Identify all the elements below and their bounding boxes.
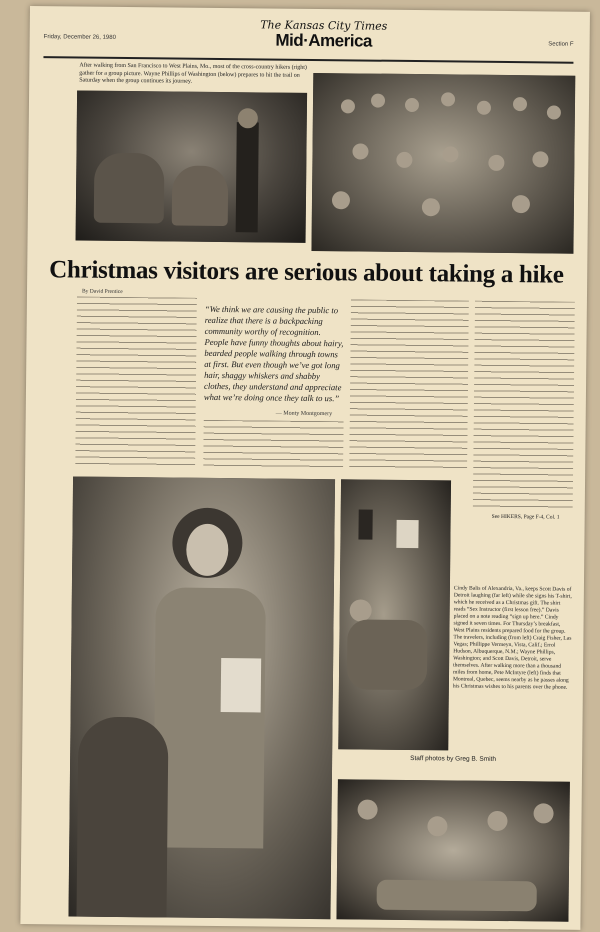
- photo-credit: Staff photos by Greg B. Smith: [410, 755, 497, 763]
- article-column-3: [349, 299, 469, 470]
- masthead: [43, 16, 573, 64]
- pull-quote: “We think we are causing the public to realize that there is a backpacking community worthy of recognition. People have funny thoughts about hairy, bearded people walking through towns at first. But even though we’ve got long hair, shaggy whiskers and shabby clothes, they understand and appreciate what we’re doing once they talk to us.”: [203, 303, 344, 404]
- article-column-2: [203, 420, 343, 469]
- side-photo-caption: Cindy Balis of Alexandria, Va., keeps Scott Davis of Detroit laughing (far left) while she signs his T-shirt, which he received as a Christmas gift. The shirt reads “Sex Instructor (first lesson free).” Davis placed on a note reading “sign up here.” Cindy signed it seven times. For Thursday’s breakfast, West Plains residents prepared food for the group. The travelers, including (from left) Craig Fisher, Las Vegas; Phillippe Vermeyn, Vista, Calif.; Errol Hudson, Albuquerque, N.M.; Wayne Phillips, Washington; and Scott Davis, Detroit, serve themselves. After walking more than a thousand miles from home, Pete McIntyre (left) finds that Montreal, Quebec, seems nearby as he passes along his Christmas wishes to his parents over the phone.: [452, 585, 572, 691]
- hiker-gear-photo: [76, 90, 308, 242]
- section-number: Section F: [548, 41, 574, 48]
- continued-jump: See HIKERS, Page F-4, Col. 1: [491, 513, 560, 521]
- breakfast-photo: [336, 779, 569, 921]
- newspaper-page: [20, 6, 590, 930]
- pull-quote-attribution: — Monty Montgomery: [275, 410, 333, 418]
- group-portrait-photo: [311, 73, 575, 254]
- article-column-4: [473, 301, 575, 512]
- top-photo-caption: After walking from San Francisco to West Plains, Mo., most of the cross-country hikers (right) gather for a group picture. Wayne Phillips of Washington (below) prepares to hit the trail on Saturday when the group continues its journey.: [79, 62, 307, 85]
- section-title: Mid·America: [275, 30, 373, 51]
- laughing-hiker-photo: [68, 476, 335, 919]
- paper-name: The Kansas City Times: [260, 18, 388, 33]
- headline: Christmas visitors are serious about taking a hike: [49, 256, 564, 289]
- article-column-1: [75, 297, 197, 468]
- byline: By David Prentice: [81, 288, 123, 295]
- issue-date: Friday, December 26, 1980: [43, 34, 116, 41]
- phone-call-photo: [338, 479, 451, 750]
